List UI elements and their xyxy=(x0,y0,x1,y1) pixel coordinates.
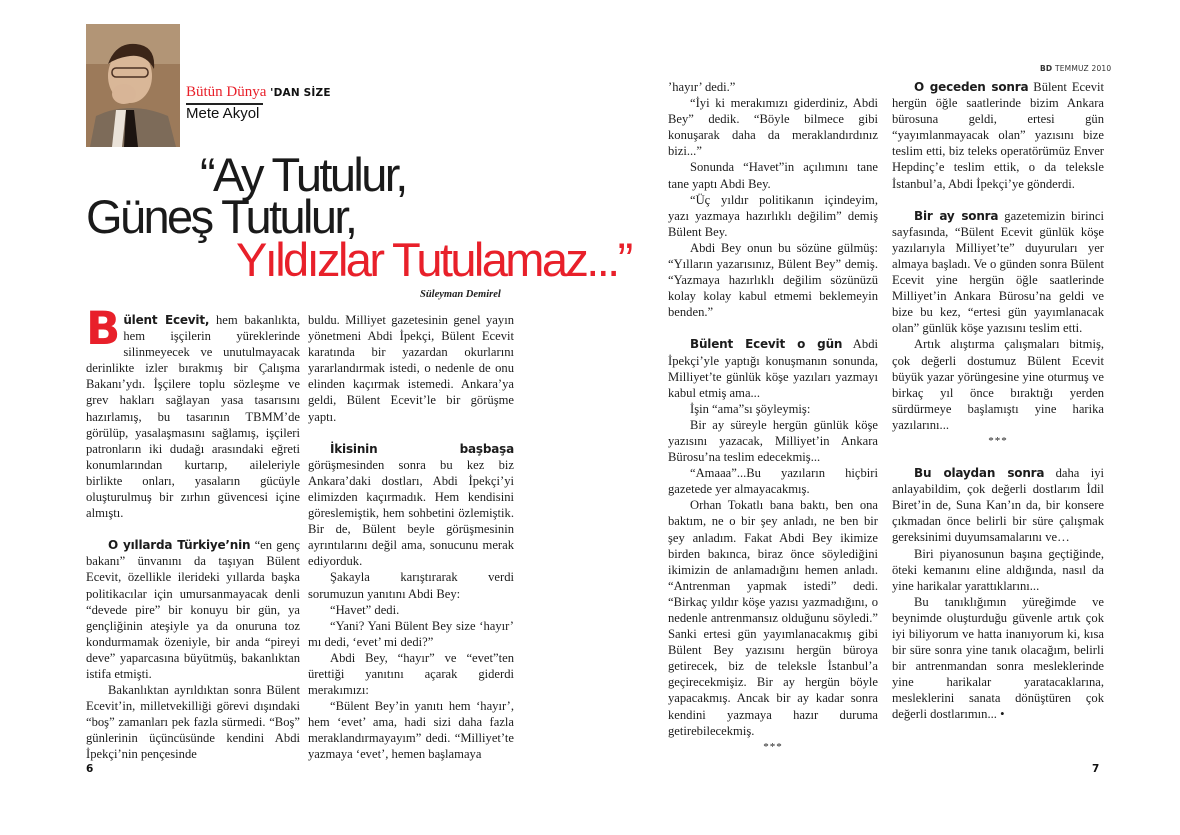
paragraph-text: hem bakanlıkta, hem işçilerin yüreklerinde silinmeyecek ve unutulmayacak derinlikte izler bırakmış bir Çalışma Bakanı’ydı. İşçilere toplu sözleşme ve grev hakları sağlayan yasa tasarısını hazırlamış, bu tasarının TBMM’de görülüp, yasalaşmasını sağlamış, işçileri patronların iki dudağı arasındaki eğreti konumlarından kurtarıp, aileleriyle birlikte onları, yasaların gücüyle oluşturulmuş bir zırhın güvencesi içine almıştı. xyxy=(86,313,300,521)
author-portrait-illustration xyxy=(86,24,180,147)
headline-line-2: Güneş Tutulur, xyxy=(86,190,356,243)
article-paragraph xyxy=(308,312,514,425)
headline-line-3: Yıldızlar Tutulamaz...” xyxy=(236,233,631,286)
column-kicker xyxy=(186,83,331,102)
paragraph-text: Bakanlıktan ayrıldıktan sonra Bülent Ecevit’in, milletvekilliği görevi dışındaki “boş” zamanları pek fazla sürmedi. “Boş” günlerinin üçüncüsünde kendini Abdi İpekçi’nin pençesinde xyxy=(86,683,300,762)
article-paragraph xyxy=(86,537,300,682)
paragraph-text: gazetemizin birinci sayfasında, “Bülent Ecevit günlük köşe yazılarıyla Milliyet’te” duyuruları yer almaya başladı. Ve o günden sonra Bülent Ecevit yine hergün öğle saatlerinde Milliyet’in Ankara Bürosu’na geldi ve bize bu kez, “ertesi gün yayımlanacak olan” günlük köşe yazısını teslim etti. xyxy=(892,208,1104,336)
paragraph-text: daha iyi anlayabildim, çok değerli dostlarım İdil Biret’in de, Suna Kan’ın da, bir konsere çıkmadan önce belirli bir süre çalışmak gereksinimi duyumsamalarını ve… xyxy=(892,466,1104,545)
paragraph-text: Abdi Bey, “hayır” ve “evet”ten ürettiği yanıtını açarak giderdi merakımızı: xyxy=(308,650,514,698)
running-head-issue: TEMMUZ 2010 xyxy=(1054,64,1112,73)
paragraph-text: görüşmesinden sonra bu kez biz Ankara’daki dostları, Abdi İpekçi’yi elimizden kaçırmadık. Hem kendisini göreslemiştik, hem sohbetini özlemiştik. Bir de, Bülent beyle görüşmesinin ayrıntılarını değil ama, sonucunu merak ediyorduk. xyxy=(308,457,514,569)
paragraph-text: “İyi ki merakımızı giderdiniz, Abdi Bey” dedik. “Böyle bilmece gibi konuşarak daha da meraklandırdınız bizi...” xyxy=(668,96,878,159)
paragraph-text: “Havet” dedi. xyxy=(330,602,400,617)
running-head-brand: BD xyxy=(1040,64,1053,73)
article-column-3 xyxy=(668,79,878,755)
paragraph-lead-in: İkisinin başbaşa xyxy=(330,441,514,456)
paragraph-text: Abdi İpekçi’yle yaptığı konuşmanın sonunda, Milliyet’te günlük köşe yazıları yazmayı kabul etmiş ama... xyxy=(668,337,878,400)
article-paragraph xyxy=(668,240,878,320)
article-paragraph xyxy=(308,618,514,650)
paragraph-text: İşin “ama”sı şöyleymiş: xyxy=(690,401,811,416)
article-paragraph xyxy=(308,602,514,618)
article-paragraph xyxy=(892,336,1104,433)
paragraph-text: “en genç bakanı” ünvanını da taşıyan Bülent Ecevit, özellikle ilerideki yıllarda başka politikacılar için umursanmayacak denli “devede pire” bir konuyu bir gün, ya gençliğinin ateşiyle ya da onuruna toz kondurmamak özeniyle, bir anda “pireyi deve” yaparcasına büyütmüş, bakanlıktan istifa etmişti. xyxy=(86,538,301,681)
paragraph-lead-in: O yıllarda Türkiye’nin xyxy=(108,538,251,553)
article-paragraph xyxy=(308,569,514,601)
author-name: Mete Akyol xyxy=(186,105,260,122)
paragraph-text: ’hayır’ dedi.” xyxy=(668,80,736,94)
paragraph-text: Abdi Bey onun bu sözüne gülmüş: “Yılların yazarısınız, Bülent Bey” demiş. “Yazmaya hazırlıklı değilim sözünüzü kolay kolay kabul etmemi beklemeyin benden.” xyxy=(668,240,878,320)
paragraph-text: “Bülent Bey’in yanıtı hem ‘hayır’, hem ‘evet’ ama, hadi sizi daha fazla meraklandırmayayım” dedi. “Milliyet’te yazmaya ‘evet’, hemen başlamaya xyxy=(308,699,514,762)
article-paragraph xyxy=(892,79,1104,192)
paragraph-text: “Üç yıldır politikanın içindeyim, yazı yazmaya hazırlıklı değilim” demiş Bülent Bey. xyxy=(668,192,878,239)
paragraph-text: buldu. Milliyet gazetesinin genel yayın yönetmeni Abdi İpekçi, Bülent Ecevit karatında bir yazardan okurlarını yararlandırmak istedi, o nedenle de onu elinden kaçırmak istemedi. Ankara’ya geldi, Bülent Ecevit’le bir görüşme yaptı. xyxy=(308,313,514,424)
article-paragraph xyxy=(308,698,514,762)
quote-attribution: Süleyman Demirel xyxy=(420,289,501,300)
article-paragraph xyxy=(668,336,878,400)
article-column-1 xyxy=(86,302,301,763)
page-number-right: 7 xyxy=(1092,763,1100,775)
author-photo xyxy=(86,24,180,147)
paragraph-text: Bir ay süreyle hergün günlük köşe yazısını yazacak, Milliyet’in Ankara Bürosu’na teslim edecekmiş... xyxy=(668,417,878,465)
article-paragraph xyxy=(86,682,300,762)
column-name-suffix: 'DAN SİZE xyxy=(270,87,331,99)
paragraph-text: Bu tanıklığımın yüreğimde ve beynimde oluşturduğu güvenle artık çok iyi biliyorum ve hatta inanıyorum ki, kısa bir süre sonra yine tanık olacağım, belirli bir antrenmandan sonra mesleklerinde yine harikalar yaratacaklarına, mesleklerini sanata dönüştüren çok değerli dostlarımın... • xyxy=(892,594,1104,722)
article-paragraph xyxy=(668,465,878,497)
article-paragraph xyxy=(308,441,514,570)
paragraph-text: Bülent Ecevit hergün öğle saatlerinde bizim Ankara bürosuna geldi, ertesi gün “yayımlanmayacak olan” yazısını bize teslim etti, biz teleks operatörümüz Enver Hepdinç’e teslim ettik, o da teleksle İstanbul’a, Abdi İpekçi’ye gönderdi. xyxy=(892,80,1104,191)
article-column-2 xyxy=(308,312,514,763)
page-number-left: 6 xyxy=(86,763,94,775)
paragraph-text: Biri piyanosunun başına geçtiğinde, öteki kemanını eline aldığında, nasıl da yine harikalar yarattıklarını... xyxy=(892,546,1104,593)
drop-cap: B xyxy=(86,302,121,355)
article-column-4 xyxy=(892,79,1104,723)
paragraph-text: Sonunda “Havet”in açılımını tane tane yaptı Abdi Bey. xyxy=(668,160,878,191)
article-paragraph xyxy=(892,546,1104,594)
paragraph-lead-in: Bir ay sonra xyxy=(914,208,999,223)
paragraph-text: *** xyxy=(763,740,783,753)
section-separator xyxy=(892,433,1104,449)
article-paragraph xyxy=(668,159,878,191)
headline-line-1: “Ay Tutulur, xyxy=(200,148,406,201)
paragraph-lead-in: ülent Ecevit, xyxy=(123,313,210,327)
paragraph-lead-in: Bu olaydan sonra xyxy=(914,466,1045,481)
column-brand: Bütün Dünya xyxy=(186,84,267,100)
paragraph-lead-in: Bülent Ecevit o gün xyxy=(690,337,843,352)
paragraph-text: Artık alıştırma çalışmaları bitmiş, çok değerli dostumuz Bülent Ecevit büyük yazar yörüngesine yine oturmuş ve birkaç yıl önce bıraktığı yerden sürdürmeye başlamıştı yine harika yazılarını... xyxy=(892,337,1104,432)
paragraph-text: Şakayla karıştırarak verdi sorumuzun yanıtını Abdi Bey: xyxy=(308,570,514,601)
running-head xyxy=(1040,64,1111,73)
paragraph-text: “Amaaa”...Bu yazıların hiçbiri gazetede yer almayacakmış. xyxy=(668,466,878,497)
article-paragraph xyxy=(668,192,878,240)
article-paragraph xyxy=(892,208,1104,337)
article-paragraph xyxy=(668,401,878,417)
paragraph-text: “Yani? Yani Bülent Bey size ‘hayır’ mı dedi, ‘evet’ mi dedi?” xyxy=(308,618,514,649)
article-paragraph xyxy=(668,417,878,465)
paragraph-text: *** xyxy=(988,434,1008,447)
section-separator xyxy=(668,739,878,755)
article-paragraph xyxy=(892,594,1104,723)
article-paragraph xyxy=(668,497,878,738)
article-paragraph xyxy=(892,465,1104,545)
article-paragraph xyxy=(308,650,514,698)
article-paragraph xyxy=(668,79,878,95)
paragraph-text: Orhan Tokatlı bana baktı, ben ona baktım, ne o bir şey anladı, ne ben bir şey anladım. Fakat Abdi Bey ikimize birden bakınca, biraz önce söylediğini ikimizin de anlamadığını hemen anladı. “Antrenman yapmak istedi” dedi. “Birkaç yıldır köşe yazısı yazmadığını, o nedenle antrenmansız olduğunu söyledi.” Sanki ertesi gün yayımlanacakmış gibi Bülent Bey yazısını hergün büroya getirecek, biz de teleksle İstanbul’a geçirecekmişiz. Bir ay hergün böyle yapacakmış. Ancak bir ay kadar sonra kendini yazmaya hazır duruma getirebilecekmiş. xyxy=(668,498,878,738)
paragraph-lead-in: O geceden sonra xyxy=(914,80,1029,94)
article-paragraph xyxy=(668,95,878,159)
article-paragraph xyxy=(86,302,300,521)
